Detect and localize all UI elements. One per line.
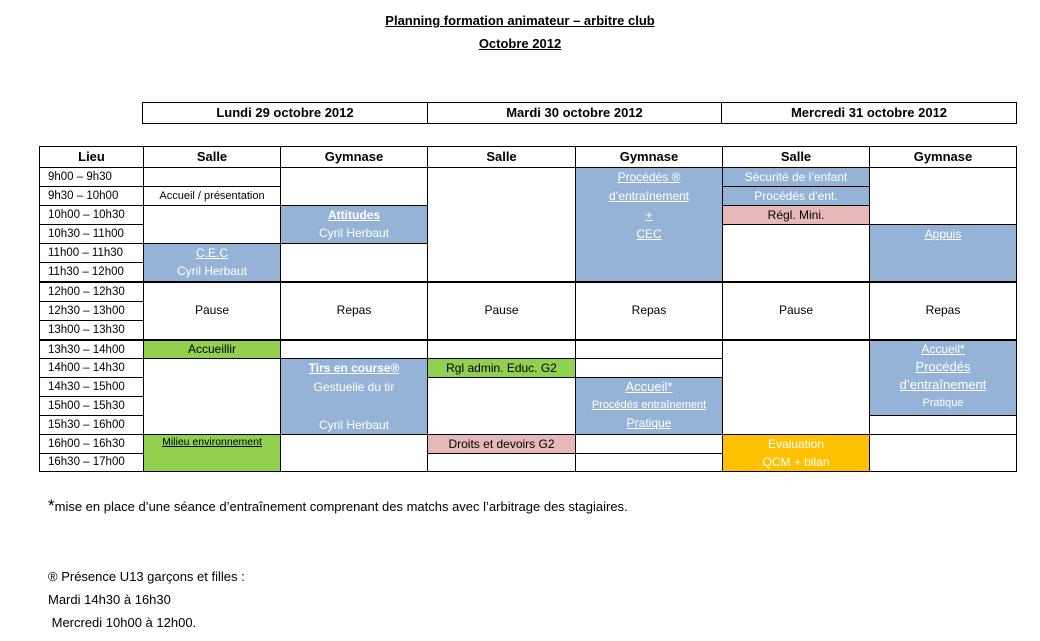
cell-border <box>723 224 869 225</box>
column-divider <box>722 147 723 471</box>
column-divider <box>869 147 870 471</box>
row-divider <box>40 243 143 244</box>
cell-border <box>144 186 280 187</box>
day-header-mardi: Mardi 30 octobre 2012 <box>428 103 722 123</box>
row-divider <box>40 358 143 359</box>
column-header-gymnase: Gymnase <box>324 149 384 164</box>
star-symbol: * <box>48 496 55 515</box>
procedes-entrainement-label: Procédés entraînement <box>591 399 707 411</box>
day-header-mercredi: Mercredi 31 octobre 2012 <box>790 105 948 120</box>
cell-border <box>144 358 280 359</box>
time-label: 15h00 – 15h30 <box>48 400 125 412</box>
lundi-accueil-cell: Accueil / présentation <box>159 190 265 202</box>
time-label: 10h30 – 11h00 <box>48 228 124 240</box>
time-label: 9h00 – 9h30 <box>48 171 112 183</box>
mercredi-evaluation-block <box>723 435 869 471</box>
time-label: 13h30 – 14h00 <box>48 344 125 356</box>
cell-border <box>144 243 280 244</box>
column-divider <box>427 147 428 471</box>
time-label: 15h30 – 16h00 <box>48 419 125 431</box>
footnote-text: mise en place d’une séance d’entraînement comprenant des matchs avec l’arbitrage des stagiaires. <box>54 499 628 514</box>
presence-note: ® Présence U13 garçons et filles : <box>48 569 245 584</box>
cell-border <box>576 377 722 378</box>
mercredi-procedes-block: Procédés d’ent. <box>723 187 869 205</box>
mardi-droits-block: Droits et devoirs G2 <box>428 435 575 453</box>
mardi-procedes-block <box>576 168 722 281</box>
row-divider <box>40 186 143 187</box>
row-divider <box>40 262 143 263</box>
appuis-label: Appuis <box>924 227 962 241</box>
presence-mercredi: Mercredi 10h00 à 12h00. <box>48 615 197 630</box>
row-divider <box>40 167 1016 168</box>
page-subtitle: Octobre 2012 <box>478 36 562 51</box>
cell-border <box>576 358 722 359</box>
pratique-label: Pratique <box>922 397 964 409</box>
time-label: 12h30 – 13h00 <box>48 305 125 317</box>
cec-label: C.E.C <box>195 246 228 260</box>
cell-border <box>144 205 280 206</box>
cell-border <box>576 453 722 454</box>
row-divider <box>40 377 143 378</box>
lundi-pause: Pause <box>194 303 230 317</box>
cec-trainer: Cyril Herbaut <box>176 264 248 278</box>
row-divider <box>40 320 143 321</box>
time-label: 14h30 – 15h00 <box>48 381 125 393</box>
footnote-star <box>48 496 628 516</box>
row-divider <box>40 339 1016 341</box>
procedes-label: Procédés ® <box>617 170 681 184</box>
lundi-milieu-block <box>144 435 280 471</box>
time-label: 11h00 – 11h30 <box>48 247 124 259</box>
schedule-table <box>39 146 1017 472</box>
time-label: 16h30 – 17h00 <box>48 456 125 468</box>
time-label: 9h30 – 10h00 <box>48 190 119 202</box>
mercredi-pause: Pause <box>778 303 814 317</box>
procedes-cec: CEC <box>636 227 662 241</box>
cell-border <box>428 358 575 359</box>
lundi-accueillir-block: Accueillir <box>144 340 280 358</box>
gestuelle-label: Gestuelle du tir <box>313 380 395 394</box>
cell-border <box>723 205 869 206</box>
accueil-label: Accueil* <box>625 379 673 394</box>
cell-border <box>281 205 427 206</box>
mardi-rgl-block: Rgl admin. Educ. G2 <box>428 359 575 377</box>
procedes-label: Procédés <box>915 359 971 374</box>
column-header-gymnase: Gymnase <box>913 149 973 164</box>
row-divider <box>40 415 143 416</box>
column-divider <box>143 147 144 471</box>
time-label: 16h00 – 16h30 <box>48 438 125 450</box>
cell-border <box>428 453 575 454</box>
time-label: 10h00 – 10h30 <box>48 209 125 221</box>
mardi-accueil-block <box>576 378 722 434</box>
tirs-trainer: Cyril Herbaut <box>318 418 390 432</box>
mercredi-accueil-block <box>870 340 1016 415</box>
page-title: Planning formation animateur – arbitre club <box>385 13 655 28</box>
qcm-label: QCM + bilan <box>762 455 830 469</box>
cell-border <box>723 186 869 187</box>
pratique-label: Pratique <box>626 416 672 430</box>
row-divider <box>40 224 143 225</box>
accueil-label: Accueil* <box>921 342 965 356</box>
lundi-attitudes-block <box>281 206 427 243</box>
cell-border <box>281 358 427 359</box>
lundi-tirs-block <box>281 359 427 434</box>
cell-border <box>870 224 1016 225</box>
row-divider <box>40 453 143 454</box>
cell-border <box>281 243 427 244</box>
mercredi-repas: Repas <box>925 303 961 317</box>
attitudes-trainer: Cyril Herbaut <box>318 226 390 240</box>
cell-border <box>870 415 1016 416</box>
column-header-gymnase: Gymnase <box>619 149 679 164</box>
milieu-label: Milieu environnement <box>162 436 262 448</box>
column-divider <box>575 147 576 471</box>
time-label: 14h00 – 14h30 <box>48 362 125 374</box>
tirs-label: Tirs en course® <box>308 361 400 375</box>
lundi-cec-block <box>144 244 280 281</box>
procedes-label: d’entraînement <box>608 189 690 203</box>
row-divider <box>40 434 1016 435</box>
row-divider <box>40 205 143 206</box>
mardi-repas: Repas <box>631 303 667 317</box>
mercredi-securite-block: Sécurité de l’enfant <box>723 168 869 186</box>
cell-border <box>428 377 575 378</box>
evaluation-label: Evaluation <box>767 437 825 451</box>
column-header-salle: Salle <box>780 149 812 164</box>
time-label: 12h00 – 12h30 <box>48 286 125 298</box>
attitudes-label: Attitudes <box>328 208 380 222</box>
row-divider <box>40 396 143 397</box>
column-header-lieu: Lieu <box>78 149 105 164</box>
presence-mardi: Mardi 14h30 à 16h30 <box>48 592 171 607</box>
row-divider <box>40 281 1016 283</box>
column-header-salle: Salle <box>196 149 228 164</box>
mardi-pause: Pause <box>484 303 519 317</box>
day-header-row <box>142 102 1017 124</box>
column-divider <box>280 147 281 471</box>
procedes-label: d’entraînement <box>899 377 987 392</box>
lundi-repas: Repas <box>336 303 372 317</box>
mercredi-regl-block: Régl. Mini. <box>723 206 869 224</box>
row-divider <box>40 301 143 302</box>
time-label: 13h00 – 13h30 <box>48 324 125 336</box>
column-header-salle: Salle <box>486 149 517 164</box>
mercredi-appuis-block <box>870 225 1016 281</box>
time-label: 11h30 – 12h00 <box>48 266 124 278</box>
procedes-plus: + <box>645 208 653 222</box>
day-header-lundi: Lundi 29 octobre 2012 <box>143 103 428 123</box>
